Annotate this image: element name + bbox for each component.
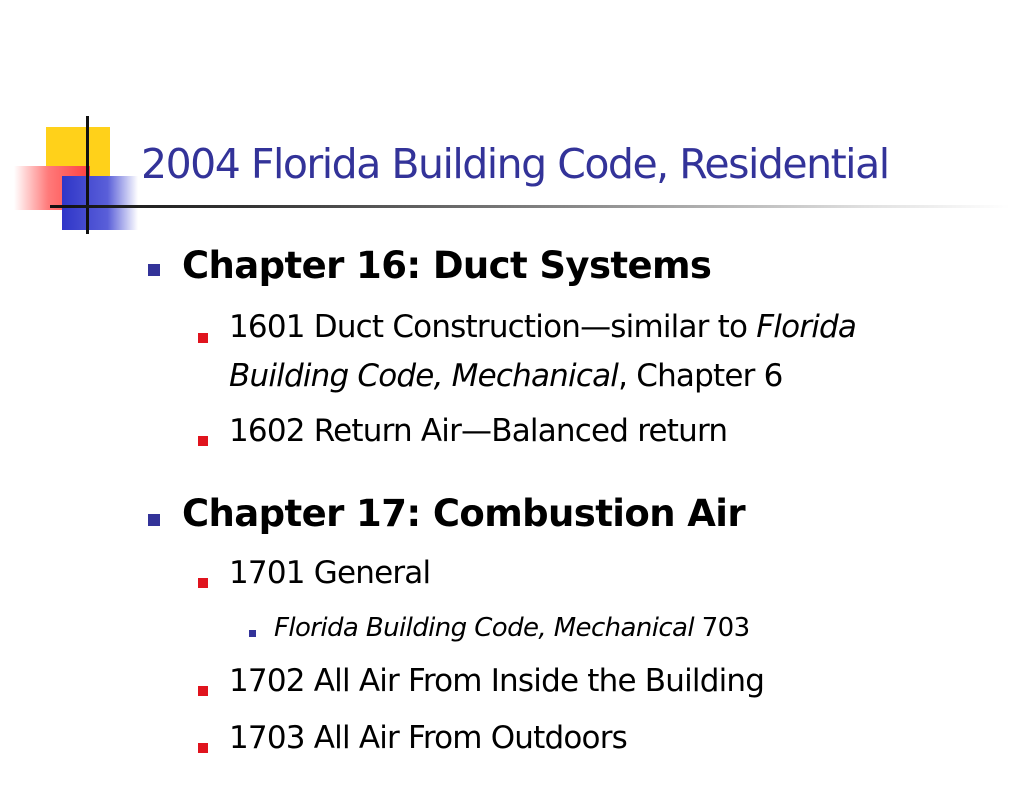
section-heading-chapter-17: Chapter 17: Combustion Air	[182, 492, 745, 535]
item-1601-suffix: , Chapter 6	[618, 358, 783, 394]
list-item-1703: 1703 All Air From Outdoors	[229, 720, 628, 756]
item-bullet-icon	[198, 333, 208, 343]
section-bullet-icon	[148, 514, 160, 526]
section-bullet-icon	[148, 264, 160, 276]
sub-item-mechanical-703	[274, 613, 750, 644]
list-item-1701: 1701 General	[229, 555, 431, 591]
title-underline	[50, 205, 1010, 208]
logo-vertical-line	[86, 116, 89, 234]
logo-blue-square	[62, 176, 138, 230]
item-bullet-icon	[198, 743, 208, 753]
list-item-1601-line2	[229, 358, 783, 395]
list-item-1601-line1	[229, 309, 856, 346]
item-bullet-icon	[198, 578, 208, 588]
list-item-1602: 1602 Return Air—Balanced return	[229, 413, 728, 449]
item-1601-italic-ref-cont: Building Code, Mechanical	[229, 358, 619, 394]
item-bullet-icon	[198, 436, 208, 446]
sub-item-italic-ref: Florida Building Code, Mechanical	[274, 613, 695, 643]
sub-item-bullet-icon	[249, 630, 256, 637]
list-item-1702: 1702 All Air From Inside the Building	[229, 663, 765, 699]
section-heading-chapter-16: Chapter 16: Duct Systems	[182, 244, 712, 287]
item-bullet-icon	[198, 686, 208, 696]
slide-title: 2004 Florida Building Code, Residential	[141, 140, 889, 188]
item-1601-italic-ref: Florida	[756, 309, 857, 345]
item-1601-prefix: 1601 Duct Construction—similar to	[229, 309, 757, 345]
sub-item-suffix: 703	[694, 613, 750, 643]
